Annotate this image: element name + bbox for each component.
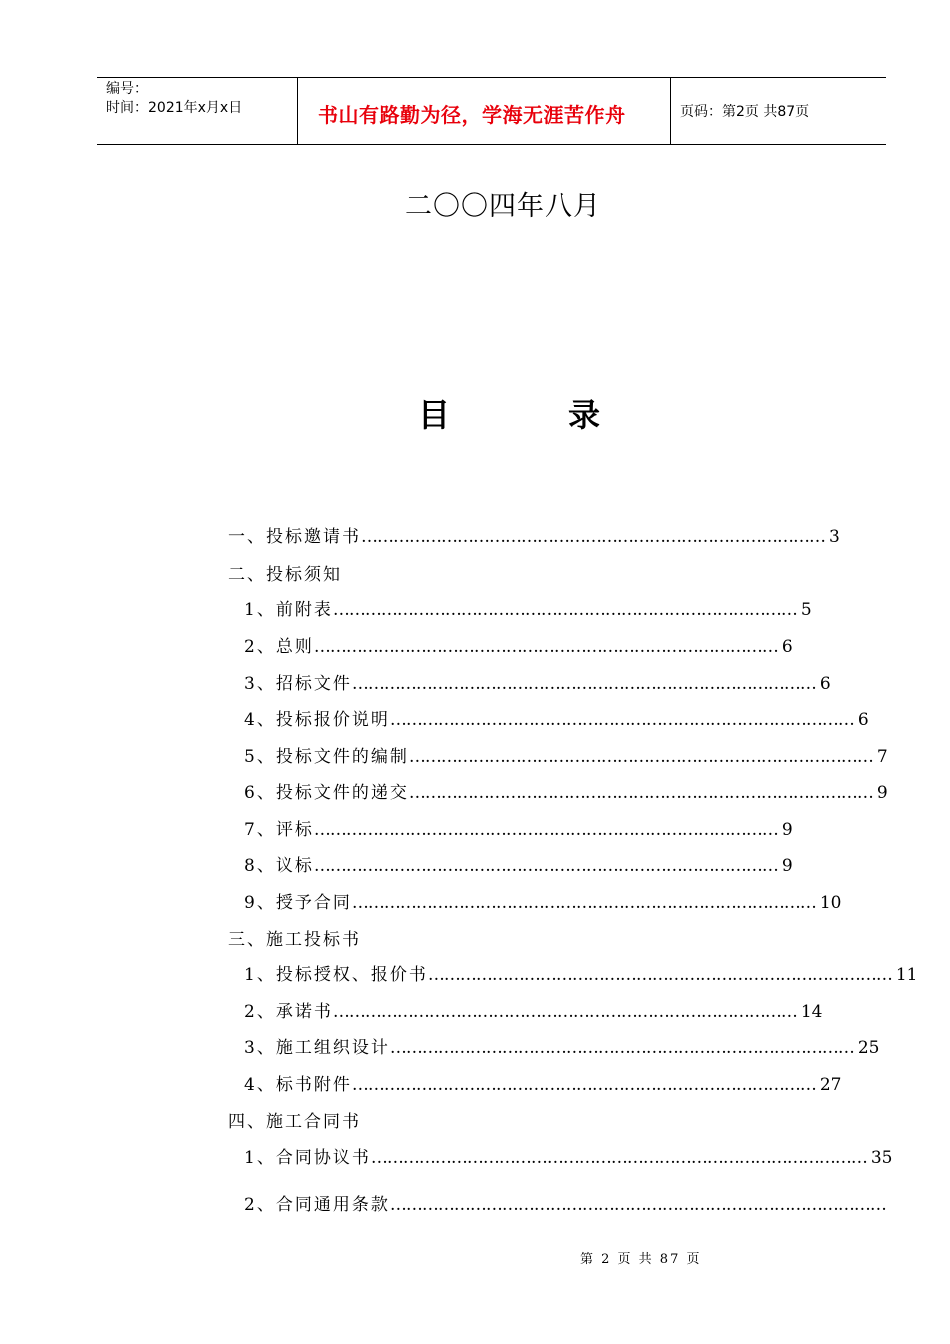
toc-page: 6 (819, 674, 831, 694)
toc-label: 7、评标 (244, 820, 314, 840)
toc-page: 14 (800, 1002, 823, 1022)
toc-title-right: 录 (568, 396, 601, 434)
toc-label: 4、投标报价说明 (244, 710, 390, 730)
time-label: 时间：2021年x月x日 (106, 100, 243, 116)
toc-label: 1、前附表 (244, 600, 333, 620)
toc-page: 6 (857, 710, 869, 730)
toc-leader: …………………………………………………………………………… (408, 747, 873, 767)
toc-label: 2、承诺书 (244, 1002, 333, 1022)
toc-label: 8、议标 (244, 856, 314, 876)
header-motto: 书山有路勤为径，学海无涯苦作舟 (318, 103, 626, 127)
toc-entry-bid-price-notes[interactable] (244, 705, 869, 731)
toc-leader: …………………………………………………………………………… (351, 893, 816, 913)
toc-leader: …………………………………………………………………………… (351, 1075, 816, 1095)
toc-heading-bidder-instructions[interactable]: 二、投标须知 (228, 565, 342, 585)
toc-entry-bid-preparation[interactable] (244, 742, 888, 768)
toc-page: 25 (857, 1038, 880, 1058)
toc-page: 9 (876, 783, 888, 803)
toc-leader: ………………………………………………………………………………… (389, 1195, 886, 1215)
toc-page: 7 (876, 747, 888, 767)
header-top-rule (97, 77, 886, 78)
toc-entry-commitment-letter[interactable] (244, 997, 823, 1023)
toc-page: 35 (870, 1148, 893, 1168)
toc-label: 3、施工组织设计 (244, 1038, 390, 1058)
serial-label: 编号： (106, 81, 148, 97)
toc-heading-construction-contract[interactable]: 四、施工合同书 (228, 1112, 361, 1132)
toc-leader: …………………………………………………………………………… (313, 637, 778, 657)
toc-entry-tender-documents[interactable] (244, 669, 831, 695)
toc-label: 1、合同协议书 (244, 1148, 371, 1168)
toc-page: 27 (819, 1075, 842, 1095)
toc-label: 1、投标授权、报价书 (244, 965, 428, 985)
toc-page: 9 (781, 820, 793, 840)
header-divider-2 (670, 77, 671, 145)
toc-label: 2、合同通用条款 (244, 1195, 390, 1215)
toc-entry-construction-design[interactable] (244, 1033, 880, 1059)
toc-entry-authorization-quote[interactable] (244, 960, 918, 986)
document-date: 二〇〇四年八月 (405, 191, 601, 222)
toc-label: 6、投标文件的递交 (244, 783, 409, 803)
toc-entry-attached-table[interactable] (244, 595, 812, 621)
toc-label: 5、投标文件的编制 (244, 747, 409, 767)
toc-leader: …………………………………………………………………………… (313, 856, 778, 876)
toc-leader: …………………………………………………………………………… (351, 674, 816, 694)
toc-title-left: 目 (418, 396, 451, 434)
toc-entry-contract-award[interactable] (244, 888, 842, 914)
toc-page: 10 (819, 893, 842, 913)
toc-leader: ………………………………………………………………………………… (370, 1148, 867, 1168)
header-divider-1 (297, 77, 298, 145)
toc-leader: …………………………………………………………………………… (332, 1002, 797, 1022)
toc-entry-invitation[interactable] (228, 522, 840, 548)
toc-page: 9 (781, 856, 793, 876)
toc-entry-bid-appendix[interactable] (244, 1070, 842, 1096)
toc-leader: …………………………………………………………………………… (361, 527, 825, 547)
toc-leader: …………………………………………………………………………… (427, 965, 892, 985)
toc-heading-construction-bid[interactable]: 三、施工投标书 (228, 930, 361, 950)
toc-leader: …………………………………………………………………………… (389, 1038, 854, 1058)
toc-label: 3、招标文件 (244, 674, 352, 694)
toc-leader: …………………………………………………………………………… (332, 600, 797, 620)
toc-entry-negotiation[interactable] (244, 851, 793, 877)
toc-entry-general-rules[interactable] (244, 632, 793, 658)
toc-label: 一、投标邀请书 (228, 527, 361, 547)
toc-page: 5 (800, 600, 812, 620)
toc-leader: …………………………………………………………………………… (313, 820, 778, 840)
header-page-code: 页码：第2页 共87页 (680, 104, 810, 120)
toc-label: 2、总则 (244, 637, 314, 657)
toc-page: 11 (895, 965, 918, 985)
toc-label: 4、标书附件 (244, 1075, 352, 1095)
toc-entry-bid-submission[interactable] (244, 778, 888, 804)
toc-leader: …………………………………………………………………………… (408, 783, 873, 803)
page-footer: 第 2 页 共 87 页 (580, 1252, 702, 1267)
toc-page: 6 (781, 637, 793, 657)
header-bottom-rule (97, 144, 886, 145)
toc-leader: …………………………………………………………………………… (389, 710, 854, 730)
toc-label: 9、授予合同 (244, 893, 352, 913)
toc-page: 3 (829, 527, 840, 547)
toc-entry-bid-evaluation[interactable] (244, 815, 793, 841)
toc-entry-general-terms[interactable] (244, 1190, 886, 1216)
toc-entry-contract-agreement[interactable] (244, 1143, 893, 1169)
